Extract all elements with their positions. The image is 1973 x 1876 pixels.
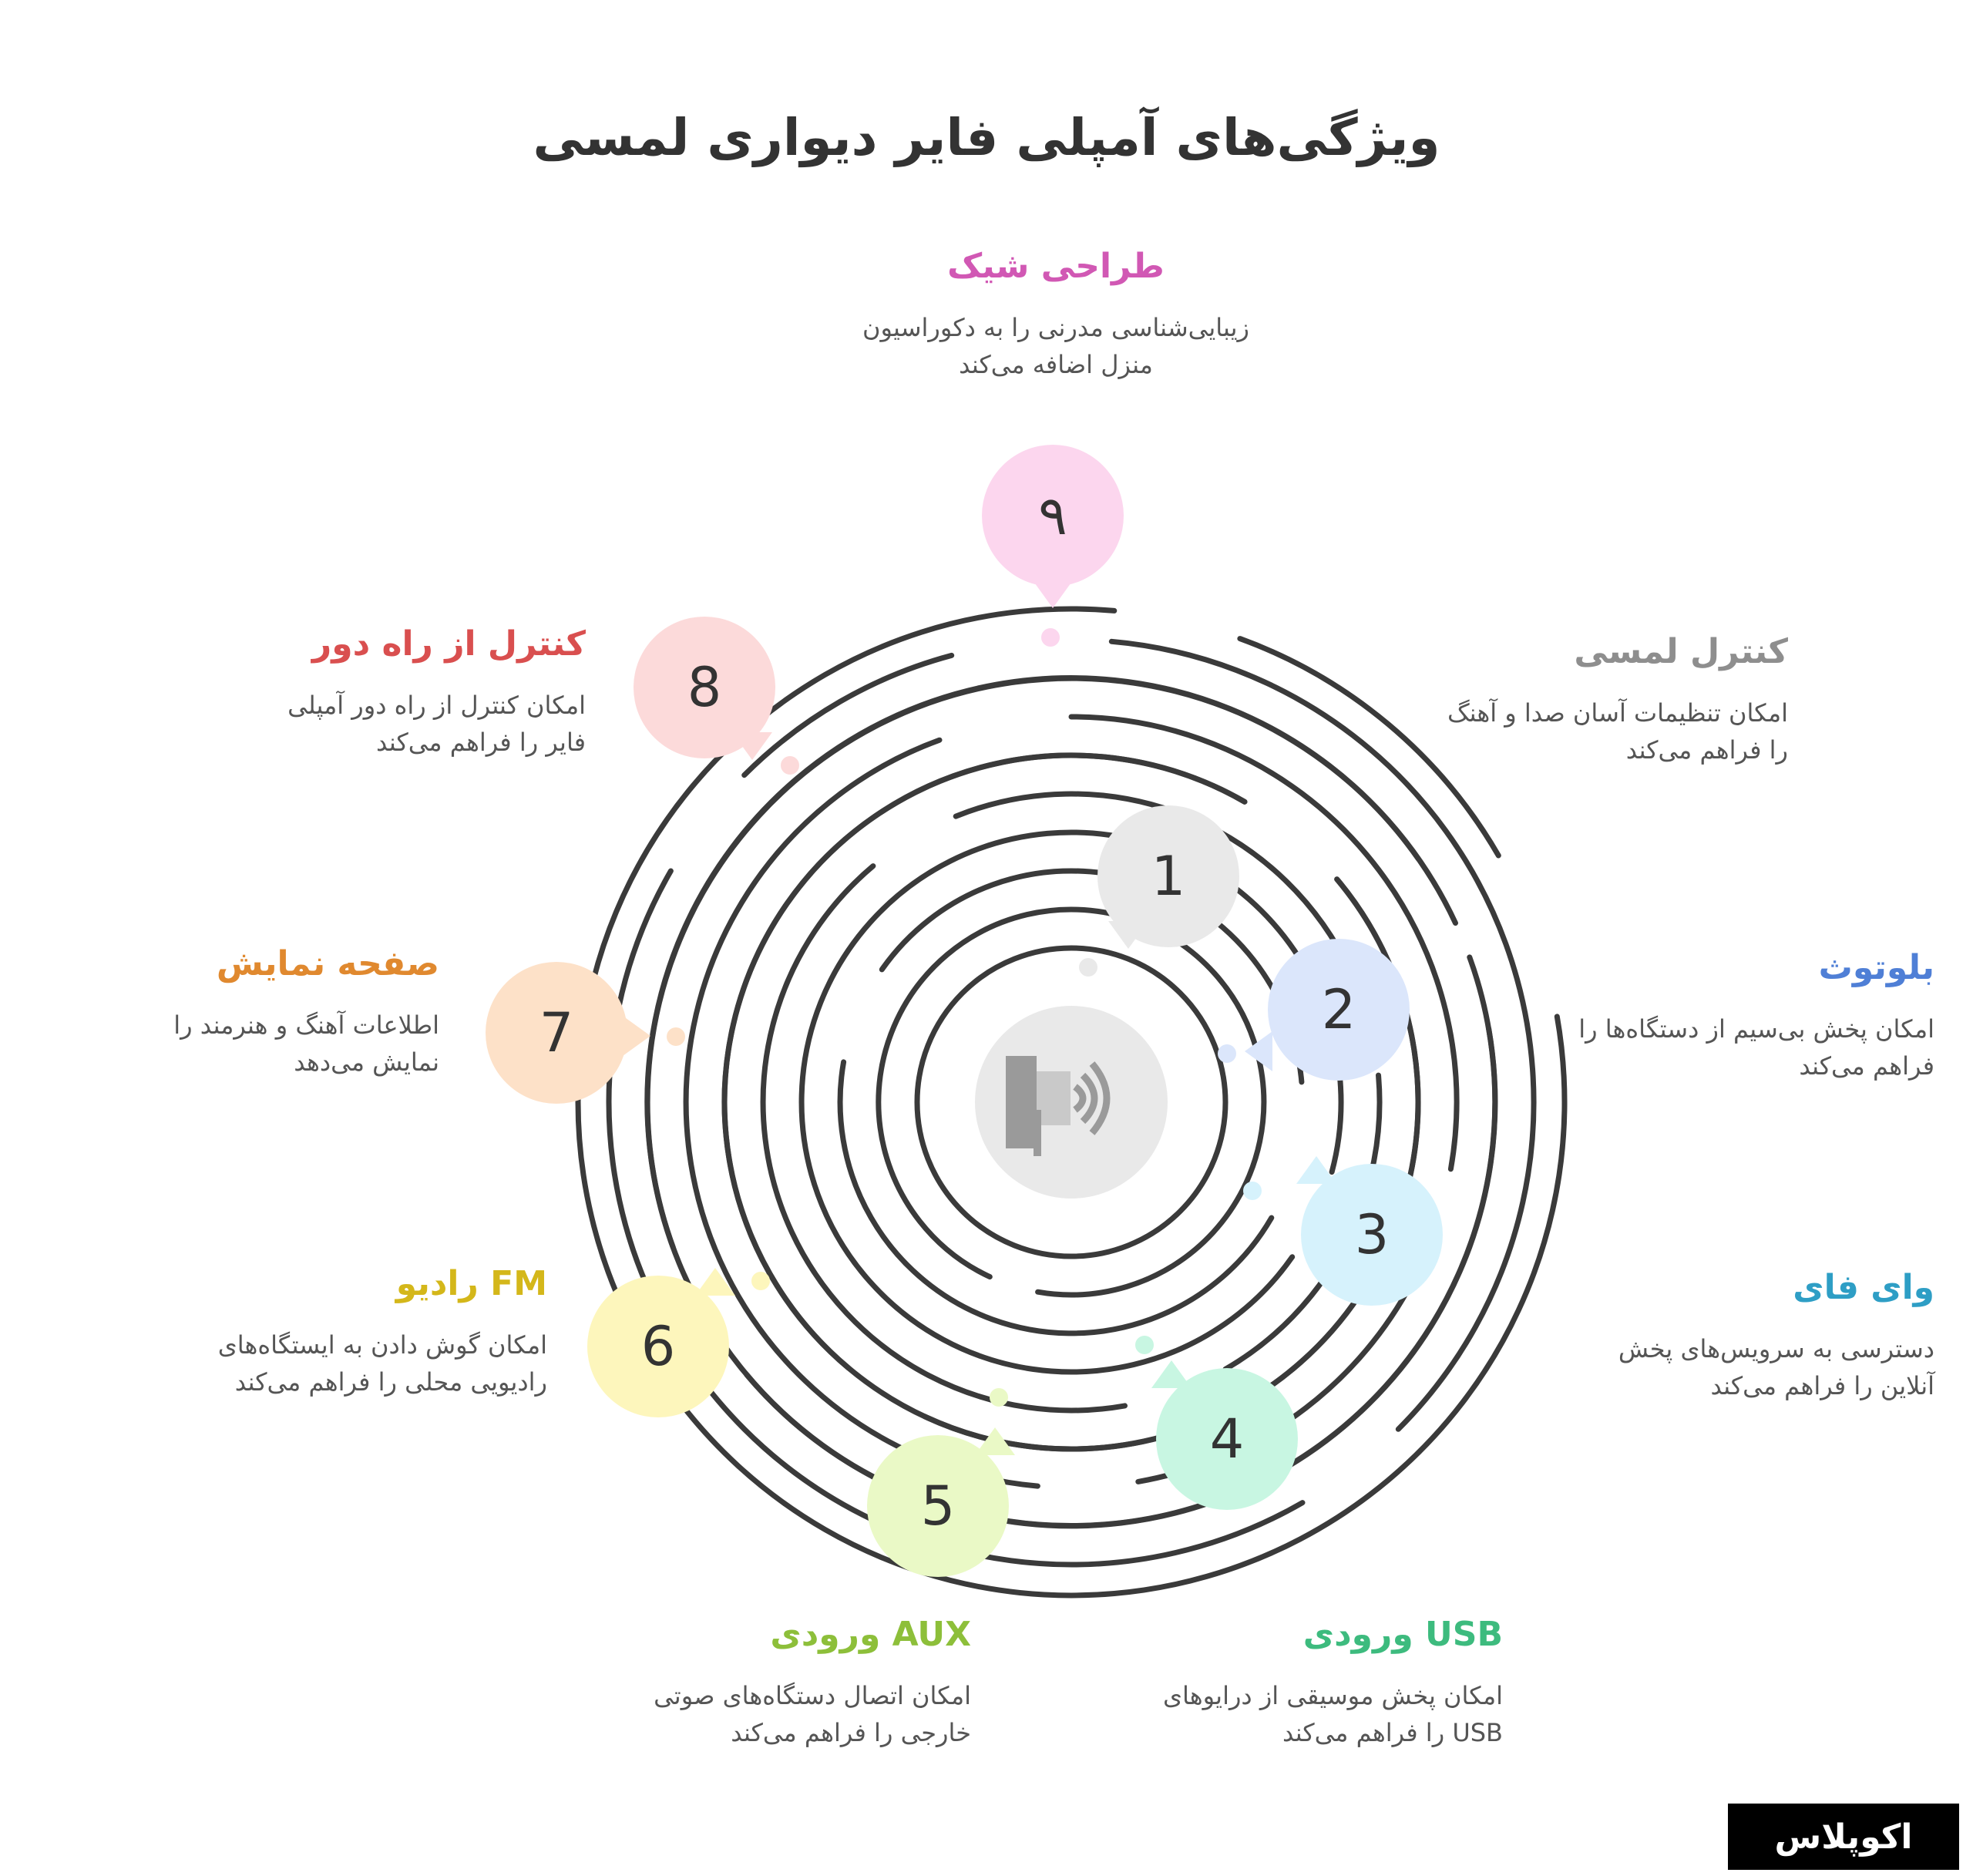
feature-7 xyxy=(131,944,439,1081)
feature-description xyxy=(1549,1330,1934,1404)
description-line: رادیویی محلی را فراهم می‌کند xyxy=(234,1367,547,1397)
feature-5 xyxy=(609,1615,971,1751)
number-bubble-2 xyxy=(1268,939,1410,1081)
feature-6 xyxy=(193,1264,547,1400)
description-line: فایر را فراهم می‌کند xyxy=(376,727,586,757)
feature-8 xyxy=(254,624,586,761)
feature-description xyxy=(131,1007,439,1081)
bubble-number: 5 xyxy=(920,1474,956,1538)
bubble-pointer xyxy=(623,1016,650,1056)
bubble-number: 6 xyxy=(640,1315,676,1378)
description-line: امکان گوش دادن به ایستگاه‌های xyxy=(217,1330,547,1360)
feature-description xyxy=(1403,694,1788,768)
number-bubble-1 xyxy=(1097,805,1239,947)
feature-title: بلوتوث xyxy=(1818,948,1934,987)
feature-1 xyxy=(1403,632,1788,768)
feature-description xyxy=(817,309,1295,383)
number-bubble-8 xyxy=(634,617,775,758)
ring-marker-dot-3 xyxy=(1243,1182,1262,1200)
center-circle xyxy=(975,1006,1168,1199)
ring-marker-dot-8 xyxy=(781,756,799,775)
description-line: را فراهم می‌کند xyxy=(1625,735,1788,765)
description-line: USB را فراهم می‌کند xyxy=(1282,1717,1503,1747)
ring-marker-dot-5 xyxy=(990,1388,1008,1407)
feature-4 xyxy=(1125,1615,1503,1751)
description-line: فراهم می‌کند xyxy=(1799,1051,1934,1081)
description-line: دسترسی به سرویس‌های پخش xyxy=(1618,1333,1934,1363)
feature-title: وای فای xyxy=(1793,1268,1934,1307)
description-line: امکان پخش موسیقی از درایوهای xyxy=(1162,1680,1503,1710)
description-line: خارجی را فراهم می‌کند xyxy=(731,1717,971,1747)
feature-description xyxy=(1125,1677,1503,1751)
description-line: اطلاعات آهنگ و هنرمند را xyxy=(173,1010,439,1040)
feature-title: USB ورودی xyxy=(1302,1615,1503,1654)
bubble-pointer xyxy=(1151,1360,1192,1388)
ring-marker-dot-2 xyxy=(1218,1044,1236,1063)
description-line: آنلاین را فراهم می‌کند xyxy=(1710,1370,1934,1400)
bubble-number: 4 xyxy=(1209,1407,1245,1471)
feature-title: AUX ورودی xyxy=(770,1615,971,1654)
ring-marker-dot-7 xyxy=(667,1027,685,1046)
number-bubble-7 xyxy=(486,962,627,1104)
number-bubble-5 xyxy=(867,1435,1009,1577)
description-line: امکان اتصال دستگاه‌های صوتی xyxy=(654,1680,971,1710)
number-bubble-6 xyxy=(587,1276,729,1417)
bubble-number: ۹ xyxy=(1038,484,1067,547)
ring-marker-dot-1 xyxy=(1079,958,1097,977)
bubble-pointer xyxy=(695,1268,735,1296)
bubble-pointer xyxy=(1245,1031,1272,1071)
description-line: منزل اضافه می‌کند xyxy=(959,349,1153,379)
number-bubble-4 xyxy=(1156,1368,1298,1510)
bubble-number: 3 xyxy=(1354,1203,1390,1266)
bubble-number: 1 xyxy=(1151,845,1186,908)
description-line: زیبایی‌شناسی مدرنی را به دکوراسیون xyxy=(862,312,1249,342)
feature-description xyxy=(193,1326,547,1400)
bubble-pointer xyxy=(732,732,772,760)
feature-title: FM رادیو xyxy=(395,1264,547,1303)
description-line: امکان کنترل از راه دور آمپلی xyxy=(287,690,586,720)
bubble-number: 8 xyxy=(687,656,722,719)
number-bubble-9 xyxy=(982,445,1124,587)
bubble-number: 7 xyxy=(539,1001,574,1064)
brand-logo xyxy=(1728,1804,1959,1870)
logo-text: اکوپلاس xyxy=(1774,1817,1913,1857)
bubble-number: 2 xyxy=(1321,978,1356,1041)
feature-2 xyxy=(1549,948,1934,1084)
feature-description xyxy=(1549,1010,1934,1084)
number-bubble-3 xyxy=(1301,1164,1443,1306)
ring-marker-dot-4 xyxy=(1135,1336,1154,1354)
feature-description xyxy=(609,1677,971,1751)
feature-description xyxy=(254,687,586,761)
ring-9-segment xyxy=(744,655,952,775)
ring-marker-dot-6 xyxy=(751,1272,770,1290)
feature-9 xyxy=(817,247,1295,383)
description-line: امکان تنظیمات آسان صدا و آهنگ xyxy=(1447,698,1788,728)
description-line: نمایش می‌دهد xyxy=(294,1047,439,1077)
feature-3 xyxy=(1549,1268,1934,1404)
feature-title: طراحی شیک xyxy=(947,247,1165,286)
feature-title: کنترل از راه دور xyxy=(311,624,586,664)
feature-title: کنترل لمسی xyxy=(1574,632,1788,671)
bubble-pointer xyxy=(975,1427,1015,1455)
bubble-pointer xyxy=(1296,1156,1336,1184)
ring-marker-dot-9 xyxy=(1041,628,1060,647)
bubble-pointer xyxy=(1108,921,1148,949)
description-line: امکان پخش بی‌سیم از دستگاه‌ها را xyxy=(1578,1014,1934,1044)
page-title: ویژگی‌های آمپلی فایر دیواری لمسی xyxy=(533,108,1440,167)
feature-title: صفحه نمایش xyxy=(216,944,439,983)
bubble-pointer xyxy=(1033,580,1073,608)
